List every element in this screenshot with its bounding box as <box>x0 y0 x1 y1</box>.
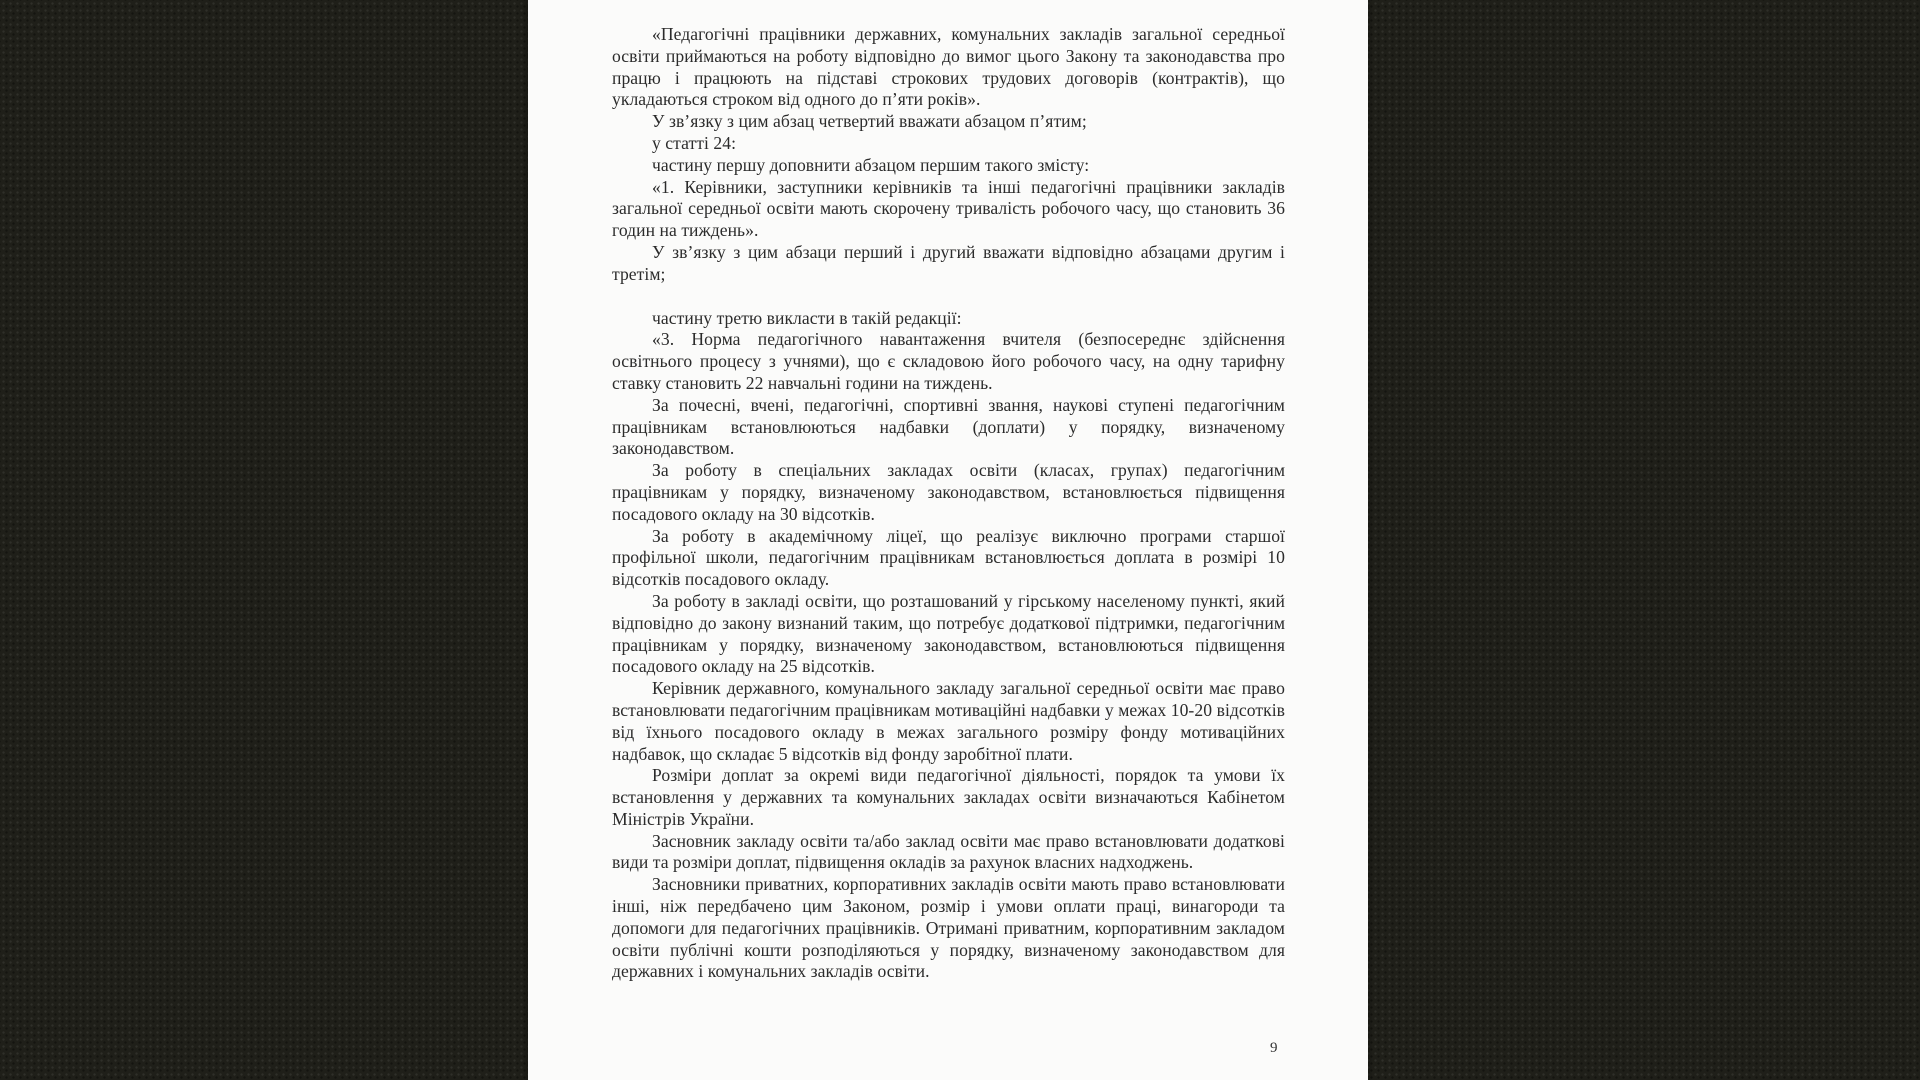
paragraph: частину третю викласти в такій редакції: <box>652 307 962 328</box>
paragraph: у статті 24: <box>652 132 737 153</box>
document-body <box>612 24 1285 983</box>
page-number: 9 <box>1270 1040 1278 1056</box>
paragraph: Засновник закладу освіти та/або заклад освіти має право встановлювати додаткові види та розміри доплат, підвищення окладів за рахунок власних надходжень. <box>612 830 1285 873</box>
paragraph: «3. Норма педагогічного навантаження вчителя (безпосереднє здійснення освітнього процесу з учнями), що є складовою його робочого часу, на одну тарифну ставку становить 22 навчальні години на тиждень. <box>612 329 1285 393</box>
paragraph: За роботу в спеціальних закладах освіти (класах, групах) педагогічним працівникам у порядку, визначеному законодавством, встановлюється підвищення посадового окладу на 30 відсотків. <box>612 460 1285 524</box>
paragraph: Засновники приватних, корпоративних закладів освіти мають право встановлювати інші, ніж передбачено цим Законом, розмір і умови оплати праці, винагороди та допомоги для педагогічних працівників. Отримані приватним, корпоративним закладом освіти публічні кошти розподіляються у порядку, визначеному законодавством для державних і комунальних закладів освіти. <box>612 874 1285 982</box>
document-page <box>528 0 1368 1080</box>
paragraph: За роботу в закладі освіти, що розташований у гірському населеному пункті, який відповідно до закону визнаний таким, що потребує додаткової підтримки, педагогічним працівникам у порядку, визначеному законодавством, встановлюються підвищення посадового окладу на 25 відсотків. <box>612 590 1285 677</box>
paragraph: «Педагогічні працівники державних, комунальних закладів загальної середньої освіти приймаються на роботу відповідно до вимог цього Закону та законодавства про працю і працюють на підставі строкових трудових договорів (контрактів), що укладаються строком від одного до п’яти років». <box>612 24 1285 110</box>
paragraph: «1. Керівники, заступники керівників та інші педагогічні працівники закладів загальної середньої освіти мають скорочену тривалість робочого часу, що становить 36 годин на тиждень». <box>612 176 1285 241</box>
paragraph: За почесні, вчені, педагогічні, спортивні звання, наукові ступені педагогічним працівникам встановлюються надбавки (доплати) у порядку, визначеному законодавством. <box>612 394 1285 459</box>
paragraph: Керівник державного, комунального закладу загальної середньої освіти має право встановлювати педагогічним працівникам мотиваційні надбавки у межах 10-20 відсотків від їхнього посадового окладу в межах загального розміру фонду мотиваційних надбавок, що складає 5 відсотків від фонду заробітної плати. <box>612 678 1285 764</box>
paragraph: У зв’язку з цим абзаци перший і другий вважати відповідно абзацами другим і третім; <box>612 241 1285 284</box>
paragraph: За роботу в академічному ліцеї, що реалізує виключно програми старшої профільної школи, педагогічним працівникам встановлюється доплата в розмірі 10 відсотків посадового окладу. <box>612 525 1285 590</box>
paragraph: Розміри доплат за окремі види педагогічної діяльності, порядок та умови їх встановлення у державних та комунальних закладах освіти визначаються Кабінетом Міністрів України. <box>612 765 1285 829</box>
paragraph: частину першу доповнити абзацом першим такого змісту: <box>652 154 1090 175</box>
paragraph: У зв’язку з цим абзац четвертий вважати абзацом п’ятим; <box>652 111 1087 132</box>
